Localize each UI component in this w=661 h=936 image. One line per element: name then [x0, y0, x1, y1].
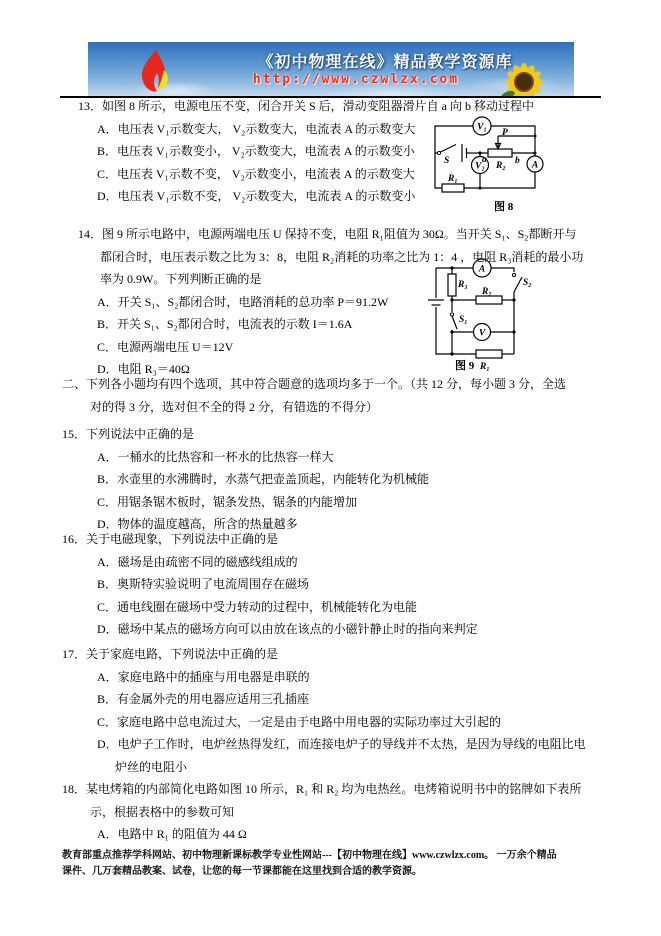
fig8-battery [462, 144, 480, 162]
svg-text:R₁: R₁ [448, 174, 458, 184]
svg-text:R₂: R₂ [496, 161, 506, 171]
section2-line2: 对的得 3 分，选对但不全的得 2 分，有错选的不得分） [90, 399, 379, 414]
q17-option-a: A．家庭电路中的插座与用电器是串联的 [97, 669, 310, 684]
fig9-switch-s1 [450, 313, 467, 329]
fig8-resistor-r1 [442, 174, 464, 192]
svg-text:S₂: S₂ [523, 278, 532, 288]
fig9-switch-s2 [512, 273, 531, 292]
svg-text:A: A [478, 264, 486, 275]
svg-text:R₂: R₂ [482, 287, 492, 297]
fig8-label-a: a [482, 155, 487, 165]
q17-option-b: B．有金属外壳的用电器应适用三孔插座 [97, 692, 310, 706]
q13-option-a: A．电压表 V₁示数变大， V₂示数变大，电流表 A 的示数变大 [97, 121, 416, 136]
q16-option-a: A．磁场是由疏密不同的磁感线组成的 [97, 554, 298, 569]
figure9-circuit [424, 256, 594, 372]
fig9-resistor-r3 [448, 274, 468, 296]
q17-header: 17．关于家庭电路，下列说法中正确的是 [62, 647, 279, 661]
fig8-ammeter [527, 156, 543, 172]
section-2-header [62, 373, 566, 418]
q15-option-d: D．物体的温度越高，所含的热量越多 [97, 517, 298, 531]
q13-stem: 13．如图 8 所示，电源电压不变，闭合开关 S 后，滑动变阻器滑片自 a 向 b 移动过程中 [78, 99, 535, 113]
footer-line1: 教育部重点推荐学科网站、初中物理新课标教学专业性网站---【初中物理在线】www.czwlzx.com。 一万余个精品 [62, 850, 557, 861]
q16-option-d: D．磁场中某点的磁场方向可以由放在该点的小磁针静止时的指向来判定 [97, 622, 478, 636]
q15-option-a: A．一桶水的比热容和一杯水的比热容一样大 [97, 449, 334, 464]
banner-title: 《初中物理在线》精品教学资源库 [257, 54, 513, 71]
footer-line2: 课件、几万套精品教案、试卷，让您的每一节课都能在这里找到合适的教学资源。 [62, 866, 422, 877]
q16-option-c: C．通电线圈在磁场中受力转动的过程中，机械能转化为电能 [97, 599, 418, 614]
q13-option-c: C．电压表 V₁示数不变， V₂示数变小，电流表 A 的示数变大 [97, 166, 415, 181]
q14-stem-line1: 14．图 9 所示电路中，电源两端电压 U 保持不变，电阻 R₁阻值为 30Ω。当开关 S₁、S₂都断开与 [78, 227, 577, 241]
svg-text:R₃: R₃ [458, 280, 468, 290]
banner-url: http://www.czwlzx.com [252, 72, 460, 87]
question-15 [62, 423, 429, 536]
fig9-voltmeter [452, 324, 514, 341]
svg-text:A: A [531, 160, 539, 171]
fig8-voltmeter-v1 [473, 117, 491, 135]
svg-text:V₁: V₁ [477, 122, 487, 133]
svg-text:b: b [515, 156, 520, 166]
sunflower-image [486, 50, 570, 96]
q16-header: 16．关于电磁现象，下列说法中正确的是 [62, 532, 279, 546]
svg-text:S: S [444, 156, 450, 166]
q13-option-b: B．电压表 V₁示数变小， V₂示数变大，电流表 A 的示数变小 [97, 144, 415, 158]
svg-text:S₁: S₁ [459, 315, 468, 325]
q15-option-c: C．用锯条锯木板时，锯条发热，锯条的内能增加 [97, 494, 358, 509]
q17-option-d: D．电炉子工作时，电炉丝热得发红，而连接电炉子的导线并不太热，是因为导线的电阻比电 [97, 737, 586, 751]
fig9-ammeter [473, 259, 491, 277]
q14-option-b: B．开关 S₁、S₂都闭合时，电流表的示数 I＝1.6A [97, 317, 353, 331]
q14-option-c: C．电源两端电压 U＝12V [97, 339, 234, 354]
q18-stem-line2: 示，根据表格中的参数可知 [90, 804, 235, 819]
q15-header: 15．下列说法中正确的是 [62, 427, 195, 441]
q18-option-a: A．电路中 R₁ 的阻值为 44 Ω [97, 827, 247, 841]
fig8-slider-p [496, 128, 536, 149]
svg-text:R₁: R₁ [480, 362, 490, 372]
q14-option-a: A．开关 S₁、S₂都闭合时，电路消耗的总功率 P＝91.2W [97, 294, 389, 309]
fig8-switch-s [435, 145, 456, 167]
svg-text:P: P [502, 128, 508, 138]
svg-text:V₂: V₂ [475, 161, 485, 172]
q15-option-b: B．水壶里的水沸腾时，水蒸气把壶盖顶起，内能转化为机械能 [97, 472, 430, 486]
figure8-caption: 图 8 [494, 201, 514, 213]
section2-line1: 二、下列各小题均有四个选项，其中符合题意的选项均多于一个。（共 12 分，每小题 3 分，全选 [62, 377, 567, 391]
question-18 [62, 778, 581, 846]
q14-stem-line3: 率为 0.9W。下列判断正确的是 [100, 272, 262, 286]
figure9-caption: 图 9 [455, 360, 475, 372]
question-17 [62, 643, 586, 778]
svg-text:V: V [478, 328, 486, 339]
fig8-voltmeter-v2 [472, 153, 489, 190]
q17-option-c: C．家庭电路中总电流过大，一定是由于电路中用电器的实际功率过大引起的 [97, 714, 502, 729]
site-banner [88, 42, 574, 96]
q13-option-d: D．电压表 V₁示数不变， V₂示数变大，电流表 A 的示数变小 [97, 189, 416, 203]
question-16 [62, 528, 478, 641]
page-footer [62, 848, 607, 880]
q16-option-b: B．奥斯特实验说明了电流周围存在磁场 [97, 577, 310, 591]
q17-option-d-line2: 炉丝的电阻小 [115, 759, 188, 774]
q14-option-d: D．电阻 R₃＝40Ω [97, 362, 190, 376]
q18-stem-line1: 18．某电烤箱的内部简化电路如图 10 所示，R₁ 和 R₂ 均为电热丝。电烤箱说明书中的铭牌如下表所 [62, 782, 582, 796]
figure8-circuit [430, 118, 542, 198]
fig9-resistor-r1 [476, 350, 514, 372]
q14-stem-line2: 都闭合时，电压表示数之比为 3：8，电阻 R₂消耗的功率之比为 1：4 ，电阻 R₃消耗的最小功 [100, 249, 584, 264]
site-logo-icon [134, 48, 176, 94]
fig9-battery [428, 300, 444, 305]
